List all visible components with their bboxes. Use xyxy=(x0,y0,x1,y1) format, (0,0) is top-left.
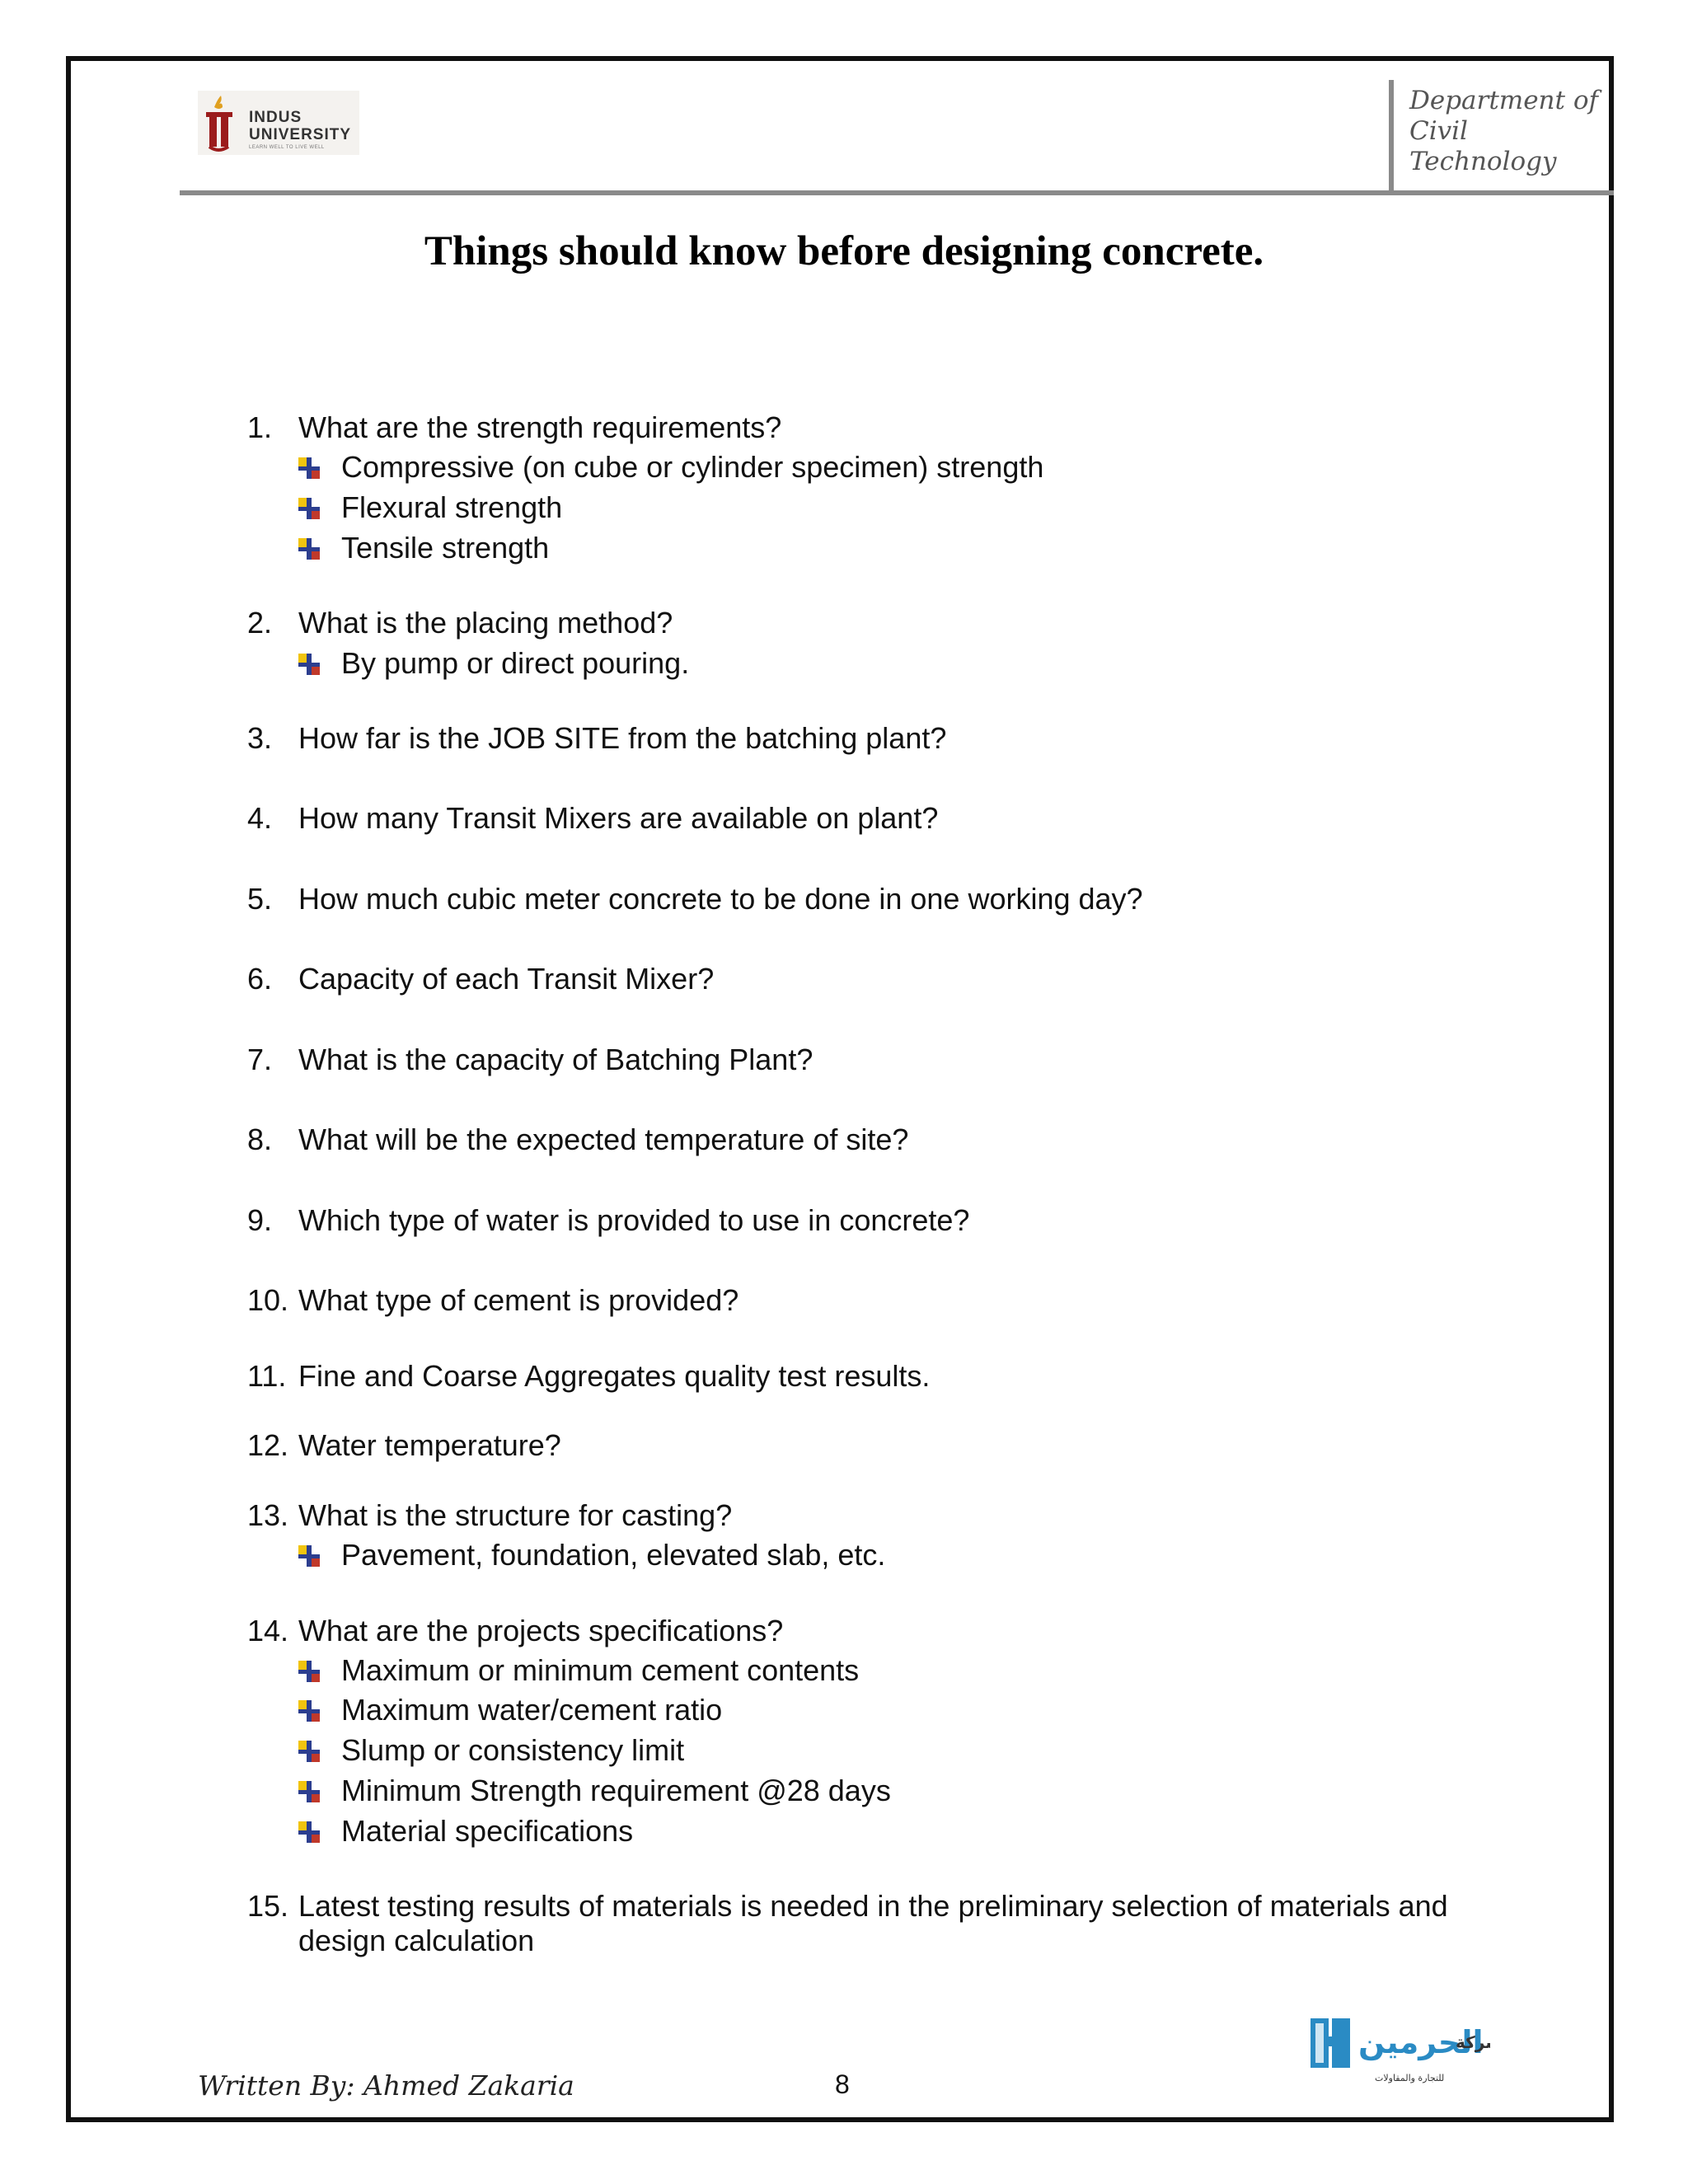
page-title: Things should know before designing concrete. xyxy=(424,228,1264,274)
bullet-item xyxy=(297,1538,885,1572)
bullet-text: By pump or direct pouring. xyxy=(341,646,690,680)
question-item xyxy=(247,1889,1535,1958)
question-number: 6. xyxy=(247,962,273,996)
bullet-icon xyxy=(297,1739,321,1764)
bullet-item xyxy=(297,1693,722,1727)
question-text: What type of cement is provided? xyxy=(298,1283,739,1317)
bullet-item xyxy=(297,1814,633,1849)
header-rule xyxy=(180,190,1614,195)
question-item xyxy=(247,1498,732,1533)
bullet-text: Compressive (on cube or cylinder specimen) strength xyxy=(341,450,1044,484)
question-item xyxy=(247,1428,561,1463)
bullet-icon xyxy=(297,652,321,677)
bullet-icon xyxy=(297,456,321,480)
question-item xyxy=(247,1614,783,1648)
question-number: 1. xyxy=(247,410,273,444)
logo-text-line2: UNIVERSITY xyxy=(249,126,352,143)
question-text: What will be the expected temperature of site? xyxy=(298,1122,909,1156)
bullet-icon xyxy=(297,496,321,521)
bullet-icon xyxy=(297,1779,321,1804)
page-border xyxy=(66,56,1614,2122)
bullet-text: Pavement, foundation, elevated slab, etc. xyxy=(341,1538,886,1572)
bullet-item xyxy=(297,1653,859,1688)
bullet-text: Material specifications xyxy=(341,1814,634,1848)
question-text: Fine and Coarse Aggregates quality test results. xyxy=(298,1359,931,1393)
department-label xyxy=(1409,86,1598,177)
question-text: What is the placing method? xyxy=(298,606,673,640)
question-number: 13. xyxy=(247,1498,289,1532)
logo-text-line1: INDUS xyxy=(249,109,302,126)
bullet-item xyxy=(297,531,549,565)
department-line-2: Civil xyxy=(1409,116,1468,146)
company-subtitle-text: للتجارة والمقاولات xyxy=(1375,2073,1445,2083)
bullet-icon xyxy=(297,1544,321,1568)
bullet-icon xyxy=(297,1659,321,1684)
bullet-text: Maximum water/cement ratio xyxy=(341,1693,723,1727)
logo-tagline: LEARN WELL TO LIVE WELL xyxy=(249,145,325,150)
question-item xyxy=(247,962,714,996)
question-item xyxy=(247,801,938,836)
question-number: 15. xyxy=(247,1889,289,1923)
question-number: 14. xyxy=(247,1614,289,1647)
question-number: 9. xyxy=(247,1203,273,1237)
question-text: What are the strength requirements? xyxy=(298,410,782,444)
university-emblem-icon xyxy=(198,91,247,155)
question-item xyxy=(247,1203,969,1238)
question-item xyxy=(247,1043,813,1077)
bullet-icon xyxy=(297,1699,321,1723)
question-number: 8. xyxy=(247,1122,273,1156)
question-text: What are the projects specifications? xyxy=(298,1614,784,1647)
bullet-text: Slump or consistency limit xyxy=(341,1733,685,1767)
question-text: How much cubic meter concrete to be done in one working day? xyxy=(298,882,1143,916)
question-number: 3. xyxy=(247,721,273,755)
department-divider xyxy=(1389,80,1394,193)
company-logo xyxy=(1309,2013,1490,2100)
bullet-item xyxy=(297,1733,684,1768)
logo-wordmark xyxy=(249,109,351,143)
bullet-text: Flexural strength xyxy=(341,490,563,524)
bullet-icon xyxy=(297,537,321,561)
question-text: What is the structure for casting? xyxy=(298,1498,733,1532)
question-number: 11. xyxy=(247,1359,287,1393)
bullet-icon xyxy=(297,1820,321,1844)
question-text: How many Transit Mixers are available on plant? xyxy=(298,801,939,835)
bullet-item xyxy=(297,1774,891,1808)
question-number: 4. xyxy=(247,801,273,835)
bullet-item xyxy=(297,490,562,525)
question-text: Water temperature? xyxy=(298,1428,561,1462)
bullet-text: Minimum Strength requirement @28 days xyxy=(341,1774,891,1807)
question-item xyxy=(247,1122,908,1157)
bullet-item xyxy=(297,450,1043,485)
question-item xyxy=(247,882,1143,916)
question-item xyxy=(247,1283,738,1318)
question-item xyxy=(247,721,946,756)
question-item xyxy=(247,606,673,640)
company-logo-text: الحرمين xyxy=(1358,2024,1484,2060)
department-line-3: Technology xyxy=(1409,147,1557,176)
bullet-item xyxy=(297,646,689,681)
company-logo-icon xyxy=(1309,2013,1490,2100)
question-text: What is the capacity of Batching Plant? xyxy=(298,1043,814,1076)
question-text: How far is the JOB SITE from the batching plant? xyxy=(298,721,947,755)
question-text: Which type of water is provided to use in concrete? xyxy=(298,1203,970,1237)
bullet-text: Maximum or minimum cement contents xyxy=(341,1653,860,1687)
question-text: Capacity of each Transit Mixer? xyxy=(298,962,715,996)
question-number: 7. xyxy=(247,1043,273,1076)
question-number: 10. xyxy=(247,1283,289,1317)
question-number: 2. xyxy=(247,606,273,640)
bullet-text: Tensile strength xyxy=(341,531,550,565)
question-item xyxy=(247,410,781,445)
indus-university-logo xyxy=(198,91,359,155)
company-prefix-text: ركة xyxy=(1456,2032,1486,2052)
question-number: 5. xyxy=(247,882,273,916)
footer-author: Written By: Ahmed Zakaria xyxy=(198,2069,574,2102)
department-line-1: Department of xyxy=(1409,86,1598,115)
question-number: 12. xyxy=(247,1428,289,1462)
question-text: Latest testing results of materials is needed in the preliminary selection of materials and design calculation xyxy=(298,1889,1448,1957)
page-number: 8 xyxy=(835,2069,850,2099)
question-item xyxy=(247,1359,930,1394)
